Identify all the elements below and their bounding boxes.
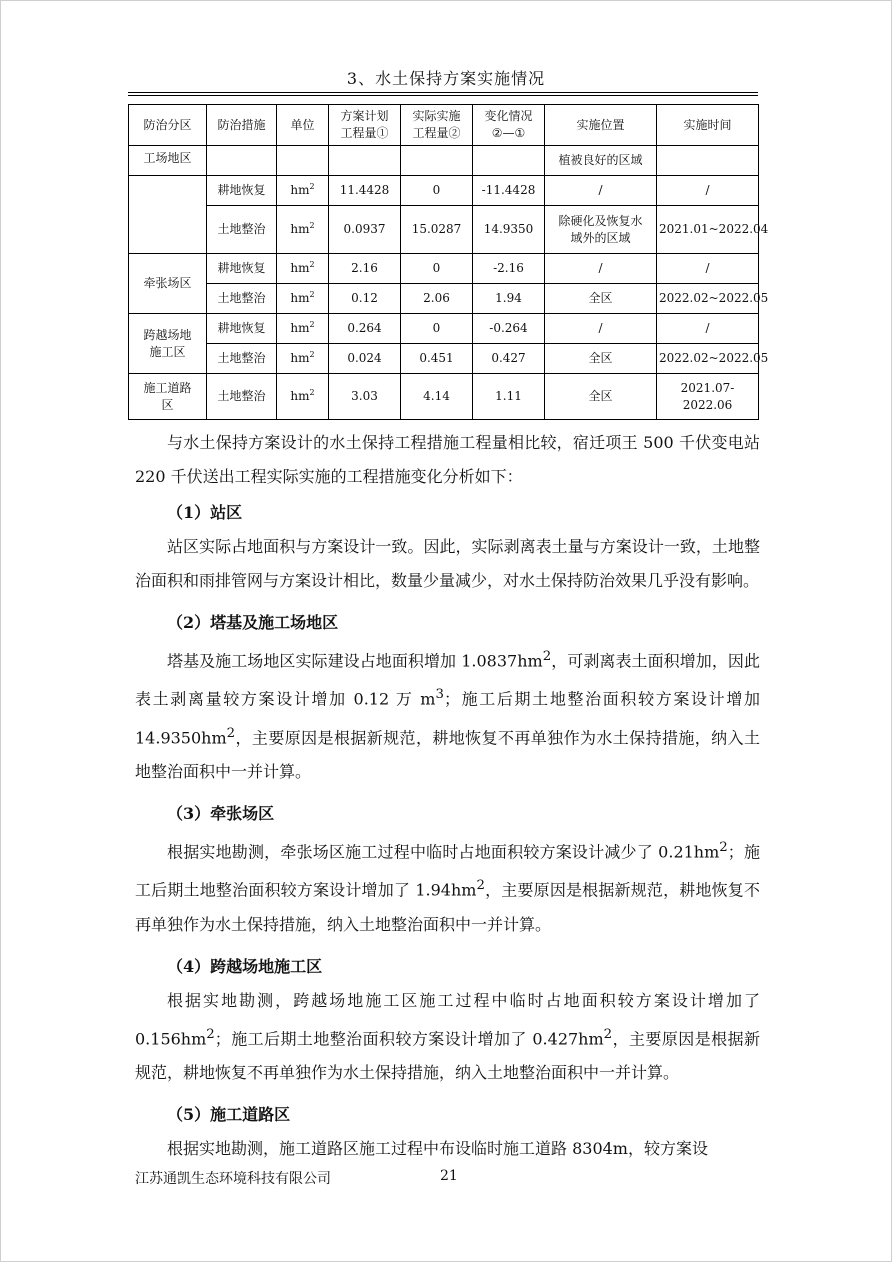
zone-cell xyxy=(129,176,207,206)
table-row xyxy=(129,146,759,176)
measure-cell: 耕地恢复 xyxy=(207,254,277,284)
planned-cell: 11.4428 xyxy=(329,176,401,206)
section-paragraph-road: 根据实地勘测，施工道路区施工过程中布设临时施工道路 8304m，较方案设 xyxy=(167,1138,708,1158)
change-cell xyxy=(473,146,545,176)
measure-cell xyxy=(207,146,277,176)
location-cell: 全区 xyxy=(545,284,657,314)
actual-cell xyxy=(401,146,473,176)
section-paragraph-tension: 根据实地勘测，牵张场区施工过程中临时占地面积较方案设计减少了 $0.21hm^2$；施工后期土地整治面积较方案设计增加了 $1.94hm^2$，主要原因是根据新规范，耕地恢复不再单独作为水土保持措施，纳入土地整治面积中一并计算。 xyxy=(135,839,760,934)
table-row xyxy=(129,206,759,254)
planned-cell: 0.264 xyxy=(329,314,401,344)
header-rule-thick xyxy=(128,92,758,93)
header-time: 实施时间 xyxy=(657,105,759,146)
time-cell xyxy=(657,146,759,176)
unit-cell: $hm^2$ xyxy=(277,284,329,314)
time-cell: 2022.02~2022.05 xyxy=(657,344,759,374)
section-paragraph-tower: 塔基及施工场地区实际建设占地面积增加 $1.0837hm^2$，可剥离表土面积增加，因此表土剥离量较方案设计增加 0.12 万 $m^3$；施工后期土地整治面积较方案设计增加 $14.9350hm^2$，主要原因是根据新规范，耕地恢复不再单独作为水土保持措施，纳入土地整治面积中一并计算。 xyxy=(135,649,760,781)
unit-cell: $hm^2$ xyxy=(277,254,329,284)
body-text xyxy=(135,426,760,1166)
unit-cell: $hm^2$ xyxy=(277,344,329,374)
header-location: 实施位置 xyxy=(545,105,657,146)
location-cell: / xyxy=(545,176,657,206)
change-cell: -2.16 xyxy=(473,254,545,284)
table-row xyxy=(129,176,759,206)
unit-cell: $hm^2$ xyxy=(277,176,329,206)
zone-cell xyxy=(129,206,207,254)
planned-cell: 0.0937 xyxy=(329,206,401,254)
measure-cell: 土地整治 xyxy=(207,344,277,374)
measure-cell: 耕地恢复 xyxy=(207,314,277,344)
actual-cell: 15.0287 xyxy=(401,206,473,254)
page-header-title: 3、水土保持方案实施情况 xyxy=(346,69,546,88)
zone-cell: 施工道路 区 xyxy=(129,374,207,420)
section-paragraph-station: 站区实际占地面积与方案设计一致。因此，实际剥离表土量与方案设计一致，土地整治面积和雨排管网与方案设计相比，数量少量减少，对水土保持防治效果几乎没有影响。 xyxy=(135,537,760,590)
actual-cell: 0 xyxy=(401,314,473,344)
location-cell: 植被良好的区域 xyxy=(545,146,657,176)
header-change: 变化情况 ②—① xyxy=(473,105,545,146)
planned-cell xyxy=(329,146,401,176)
planned-cell: 0.024 xyxy=(329,344,401,374)
unit-cell xyxy=(277,146,329,176)
table-row xyxy=(129,284,759,314)
unit-cell: $hm^2$ xyxy=(277,314,329,344)
zone-cell: 工场地区 xyxy=(129,146,207,176)
change-cell: -0.264 xyxy=(473,314,545,344)
location-cell: 全区 xyxy=(545,374,657,420)
header-zone: 防治分区 xyxy=(129,105,207,146)
section-heading-tension: （3）牵张场区 xyxy=(167,803,275,823)
actual-cell: 0.451 xyxy=(401,344,473,374)
time-cell: 2021.07-2022.06 xyxy=(657,374,759,420)
time-cell: 2022.02~2022.05 xyxy=(657,284,759,314)
change-cell: 1.11 xyxy=(473,374,545,420)
table-row xyxy=(129,314,759,344)
measure-cell: 土地整治 xyxy=(207,206,277,254)
table-header-row xyxy=(129,105,759,146)
time-cell: / xyxy=(657,176,759,206)
section-heading-station: （1）站区 xyxy=(167,503,243,522)
change-cell: 1.94 xyxy=(473,284,545,314)
measure-cell: 耕地恢复 xyxy=(207,176,277,206)
section-heading-tower: （2）塔基及施工场地区 xyxy=(167,613,339,632)
table-row xyxy=(129,374,759,420)
planned-cell: 0.12 xyxy=(329,284,401,314)
footer-company: 江苏通凯生态环境科技有限公司 xyxy=(135,1171,331,1187)
time-cell: 2021.01~2022.04 xyxy=(657,206,759,254)
header-planned: 方案计划 工程量① xyxy=(329,105,401,146)
section-paragraph-crossing: 根据实地勘测，跨越场地施工区施工过程中临时占地面积较方案设计增加了 $0.156hm^2$；施工后期土地整治面积较方案设计增加了 $0.427hm^2$，主要原因是根据新规范，耕地恢复不再单独作为水土保持措施，纳入土地整治面积中一并计算。 xyxy=(135,990,760,1082)
table-row xyxy=(129,254,759,284)
location-cell: / xyxy=(545,314,657,344)
location-cell: / xyxy=(545,254,657,284)
table-row xyxy=(129,344,759,374)
unit-cell: $hm^2$ xyxy=(277,374,329,420)
time-cell: / xyxy=(657,254,759,284)
header-actual: 实际实施 工程量② xyxy=(401,105,473,146)
planned-cell: 3.03 xyxy=(329,374,401,420)
change-cell: 0.427 xyxy=(473,344,545,374)
measure-cell: 土地整治 xyxy=(207,284,277,314)
header-unit: 单位 xyxy=(277,105,329,146)
location-cell: 除硬化及恢复水 域外的区域 xyxy=(545,206,657,254)
footer-page-number: 21 xyxy=(440,1168,458,1184)
location-cell: 全区 xyxy=(545,344,657,374)
zone-cell: 跨越场地 施工区 xyxy=(129,314,207,374)
measures-table xyxy=(128,104,769,420)
section-heading-crossing: （4）跨越场地施工区 xyxy=(167,956,323,976)
measure-cell: 土地整治 xyxy=(207,374,277,420)
actual-cell: 2.06 xyxy=(401,284,473,314)
intro-paragraph: 与水土保持方案设计的水土保持工程措施工程量相比较，宿迁项王 500 千伏变电站 220 千伏送出工程实际实施的工程措施变化分析如下： xyxy=(135,433,760,486)
unit-cell: $hm^2$ xyxy=(277,206,329,254)
change-cell: -11.4428 xyxy=(473,176,545,206)
header-measure: 防治措施 xyxy=(207,105,277,146)
actual-cell: 0 xyxy=(401,254,473,284)
header-rule-thin xyxy=(128,95,758,96)
actual-cell: 4.14 xyxy=(401,374,473,420)
change-cell: 14.9350 xyxy=(473,206,545,254)
section-heading-road: （5）施工道路区 xyxy=(167,1104,291,1124)
zone-cell: 牵张场区 xyxy=(129,254,207,314)
planned-cell: 2.16 xyxy=(329,254,401,284)
time-cell: / xyxy=(657,314,759,344)
actual-cell: 0 xyxy=(401,176,473,206)
